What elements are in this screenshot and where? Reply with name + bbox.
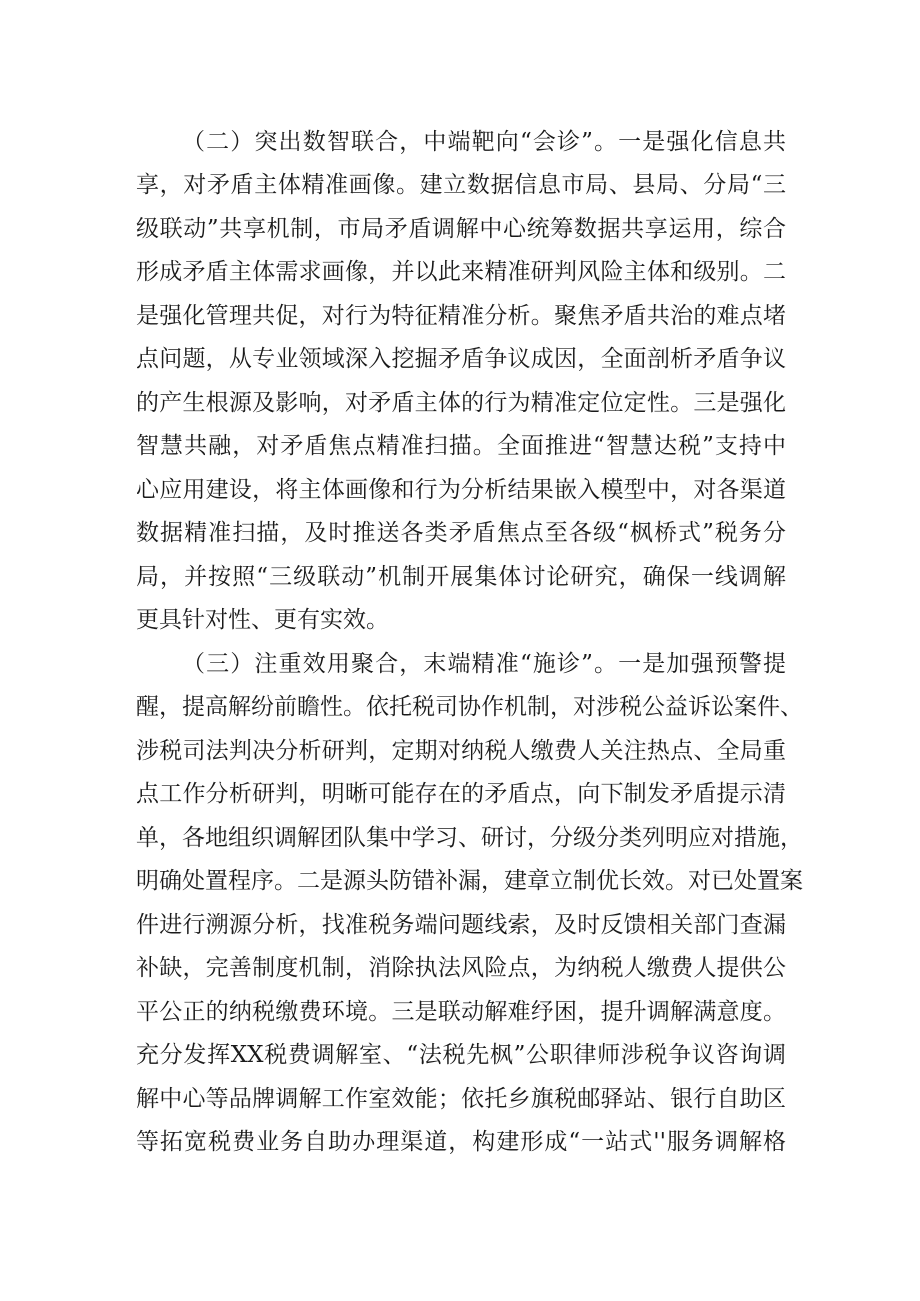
text-line: 的产生根源及影响，对矛盾主体的行为精准定位定性。三是强化 xyxy=(136,390,786,416)
text-line: 等拓宽税费业务自助办理渠道，构建形成“一站式''服务调解格 xyxy=(136,1129,786,1155)
text-line: 点问题，从专业领域深入挖掘矛盾争议成因，全面剖析矛盾争议 xyxy=(136,346,786,372)
text-line: 明确处置程序。二是源头防错补漏，建章立制优长效。对已处置案 xyxy=(136,868,803,894)
text-line: 充分发挥XX税费调解室、“法税先枫”公职律师涉税争议咨询调 xyxy=(136,1042,786,1068)
text-line: 智慧共融，对矛盾焦点精准扫描。全面推进“智慧达税”支持中 xyxy=(136,433,786,459)
text-line: 涉税司法判决分析研判，定期对纳税人缴费人关注热点、全局重 xyxy=(136,738,786,764)
text-line: 醒，提高解纷前瞻性。依托税司协作机制，对涉税公益诉讼案件、 xyxy=(136,694,803,720)
text-line: 点工作分析研判，明晰可能存在的矛盾点，向下制发矛盾提示清 xyxy=(136,781,786,807)
text-line: 心应用建设，将主体画像和行为分析结果嵌入模型中，对各渠道 xyxy=(136,477,786,503)
text-line: 形成矛盾主体需求画像，并以此来精准研判风险主体和级别。二 xyxy=(136,259,786,285)
text-line: 更具针对性、更有实效。 xyxy=(136,607,389,633)
text-line: 级联动”共享机制，市局矛盾调解中心统筹数据共享运用，综合 xyxy=(136,216,786,242)
text-line: 补缺，完善制度机制，消除执法风险点，为纳税人缴费人提供公 xyxy=(136,955,786,981)
text-line: 平公正的纳税缴费环境。三是联动解难纾困，提升调解满意度。 xyxy=(136,999,786,1025)
text-line: 享，对矛盾主体精准画像。建立数据信息市局、县局、分局“三 xyxy=(136,172,786,198)
text-line: （二）突出数智联合，中端靶向“会诊”。一是强化信息共 xyxy=(182,129,786,155)
text-line: 单，各地组织调解团队集中学习、研讨，分级分类列明应对措施， xyxy=(136,825,803,851)
text-line: 数据精准扫描，及时推送各类矛盾焦点至各级“枫桥式”税务分 xyxy=(136,520,786,546)
text-line: 解中心等品牌调解工作室效能；依托乡旗税邮驿站、银行自助区 xyxy=(136,1086,786,1112)
text-line: （三）注重效用聚合，末端精准“施诊”。一是加强预警提 xyxy=(182,651,786,677)
text-line: 件进行溯源分析，找准税务端问题线索，及时反馈相关部门查漏 xyxy=(136,912,786,938)
text-line: 是强化管理共促，对行为特征精准分析。聚焦矛盾共治的难点堵 xyxy=(136,303,786,329)
text-line: 局，并按照“三级联动”机制开展集体讨论研究，确保一线调解 xyxy=(136,564,786,590)
